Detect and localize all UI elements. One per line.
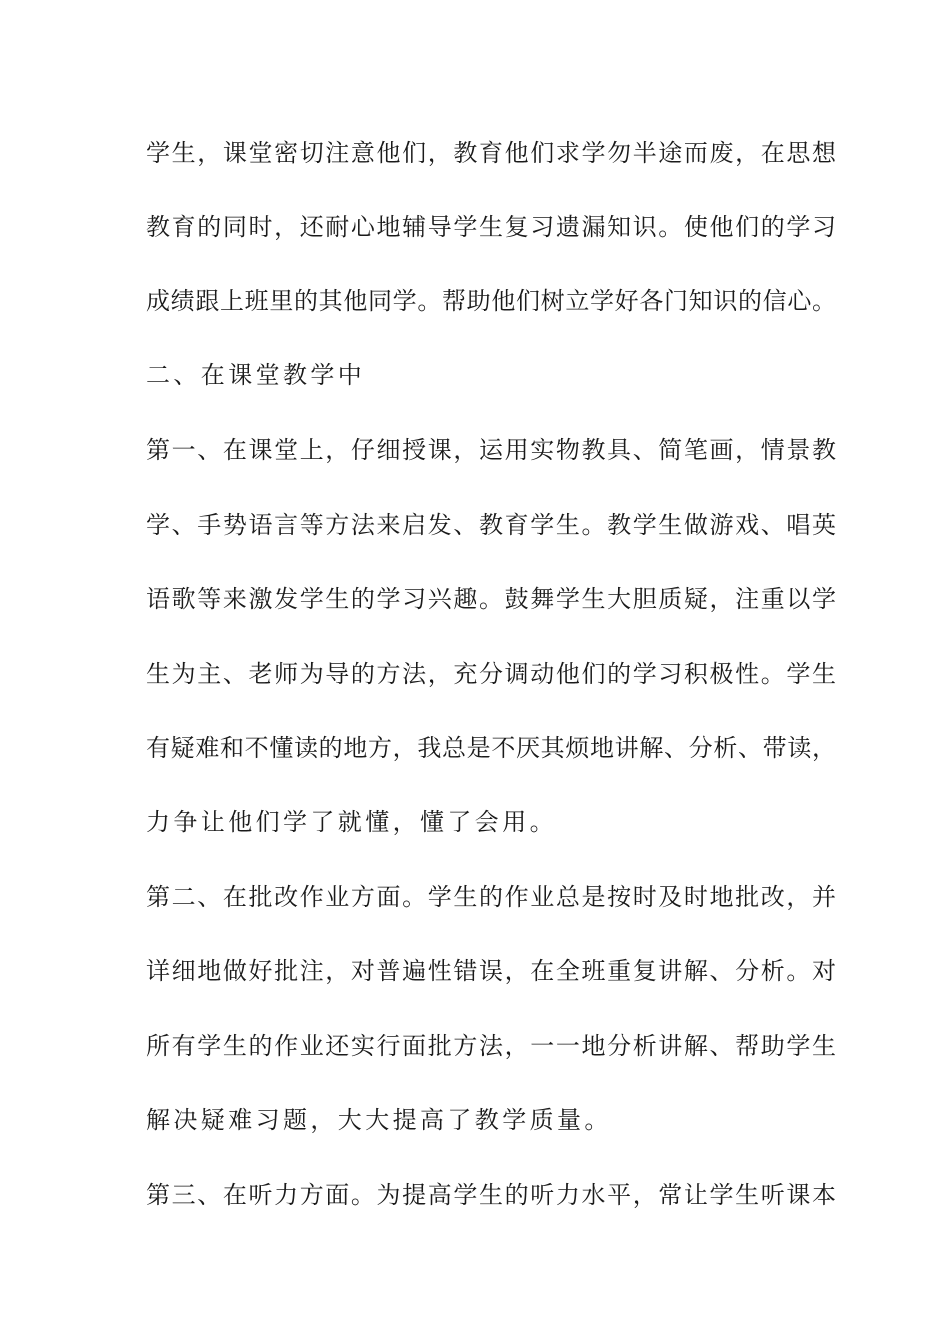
text-line: 详细地做好批注，对普遍性错误，在全班重复讲解、分析。对 <box>146 957 836 985</box>
text-line: 生为主、老师为导的方法，充分调动他们的学习积极性。学生 <box>146 660 836 688</box>
text-line: 成绩跟上班里的其他同学。帮助他们树立学好各门知识的信心。 <box>146 287 836 315</box>
text-line: 解决疑难习题，大大提高了教学质量。 <box>146 1106 612 1134</box>
text-line: 有疑难和不懂读的地方，我总是不厌其烦地讲解、分析、带读， <box>146 734 836 762</box>
text-line: 第三、在听力方面。为提高学生的听力水平，常让学生听课本 <box>146 1181 836 1209</box>
text-line: 力争让他们学了就懂，懂了会用。 <box>146 808 557 836</box>
text-line: 第一、在课堂上，仔细授课，运用实物教具、简笔画，情景教 <box>146 436 836 464</box>
text-line: 语歌等来激发学生的学习兴趣。鼓舞学生大胆质疑，注重以学 <box>146 585 836 613</box>
section-heading: 二、在课堂教学中 <box>146 361 366 389</box>
text-line: 教育的同时，还耐心地辅导学生复习遗漏知识。使他们的学习 <box>146 213 836 241</box>
text-line: 所有学生的作业还实行面批方法，一一地分析讲解、帮助学生 <box>146 1032 836 1060</box>
text-line: 学生，课堂密切注意他们，教育他们求学勿半途而废，在思想 <box>146 139 836 167</box>
text-line: 学、手势语言等方法来启发、教育学生。教学生做游戏、唱英 <box>146 511 836 539</box>
text-line: 第二、在批改作业方面。学生的作业总是按时及时地批改，并 <box>146 883 836 911</box>
